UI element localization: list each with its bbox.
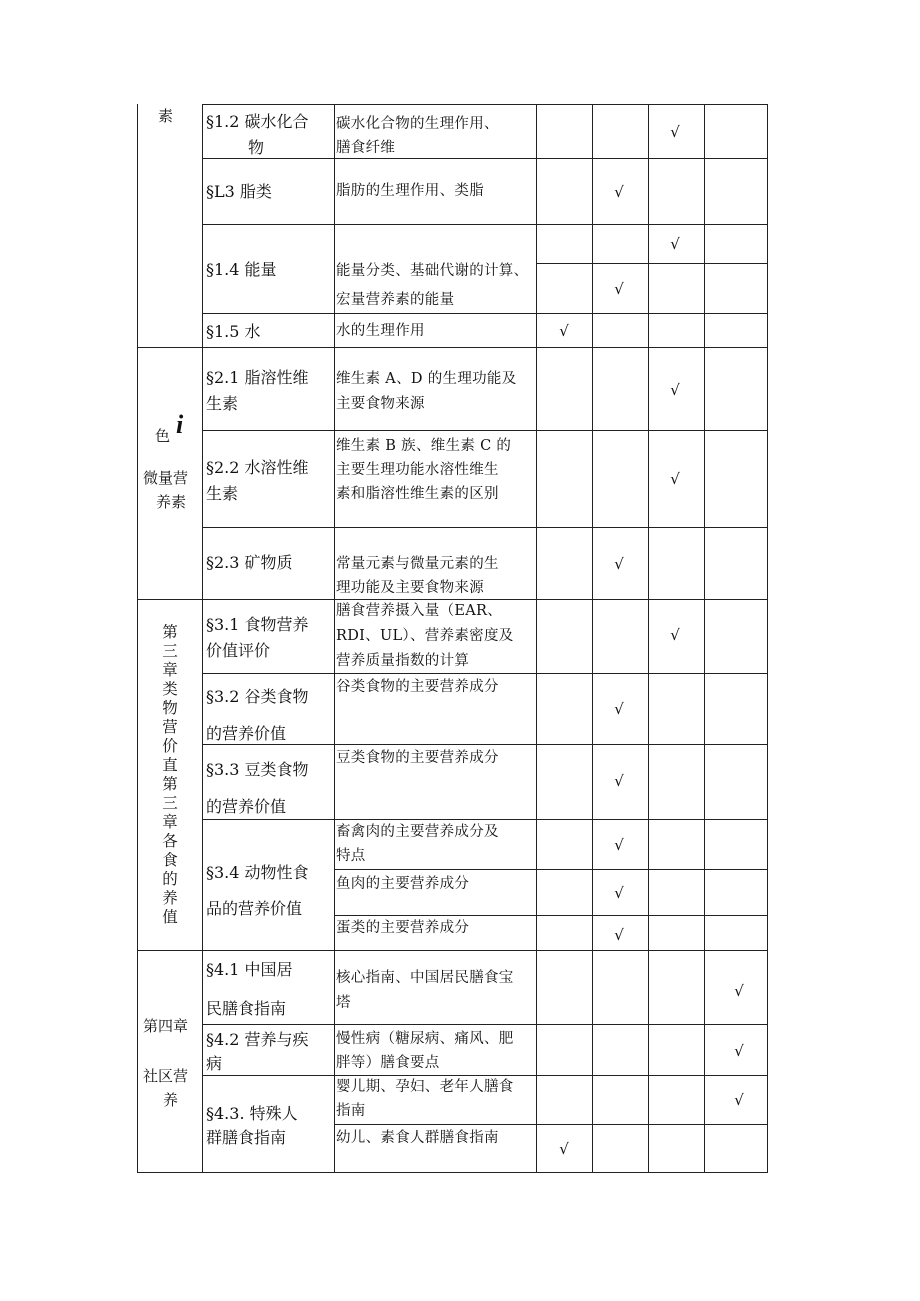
check-mark: √ (670, 235, 680, 253)
content-4-3a: 婴儿期、孕妇、老年人膳食 (336, 1079, 514, 1095)
table-border-left (137, 104, 138, 1173)
chapter-4-label: 第四章 (143, 1017, 189, 1035)
content-1-3: 脂肪的生理作用、类脂 (336, 183, 484, 199)
content-2-2: 素和脂溶性维生素的区别 (336, 486, 499, 502)
content-2-2: 维生素 B 族、维生素 C 的 (336, 438, 512, 454)
content-2-2: 主要生理功能水溶性维生 (336, 462, 499, 478)
row-divider (202, 224, 768, 225)
check-mark: √ (559, 322, 569, 340)
content-3-1: 膳食营养摄入量（EAR、 (336, 603, 503, 619)
check-mark: √ (614, 836, 624, 854)
check-mark: √ (670, 381, 680, 399)
chapter-2-mark: i (176, 410, 184, 439)
chapter-2-label-prefix: 色 (155, 427, 171, 445)
table-border-bottom (137, 1172, 768, 1173)
check-mark: √ (559, 1140, 569, 1158)
section-3-4: §3.4 动物性食 (206, 863, 309, 882)
row-divider (202, 158, 768, 159)
content-1-4: 宏量营养素的能量 (336, 292, 455, 308)
section-4-1: 民膳食指南 (206, 999, 287, 1018)
content-2-3: 理功能及主要食物来源 (336, 580, 484, 596)
content-3-4c: 蛋类的主要营养成分 (336, 920, 470, 936)
row-divider (202, 313, 768, 314)
check-mark: √ (614, 280, 624, 298)
row-divider (536, 263, 768, 264)
section-4-2: 病 (206, 1054, 223, 1073)
column-divider-5 (648, 104, 649, 1173)
section-3-1: 价值评价 (206, 641, 271, 660)
chapter-2-label: 微量营 (143, 469, 189, 487)
chapter-1-label: 素 (158, 107, 174, 125)
check-mark: √ (670, 626, 680, 644)
column-divider-4 (592, 104, 593, 1173)
content-3-1: RDI、UL）、营养素密度及 (336, 628, 514, 644)
section-2-3: §2.3 矿物质 (206, 553, 293, 572)
check-mark: √ (614, 772, 624, 790)
chapter-4-label: 养 (163, 1091, 179, 1109)
chapter-divider (137, 347, 768, 348)
content-3-2: 谷类食物的主要营养成分 (336, 679, 499, 695)
section-3-2: 的营养价值 (206, 724, 287, 743)
content-4-3a: 指南 (336, 1103, 366, 1119)
section-4-3: 群膳食指南 (206, 1128, 287, 1147)
content-3-4a: 特点 (336, 848, 366, 864)
row-divider (202, 744, 768, 745)
content-3-4a: 畜禽肉的主要营养成分及 (336, 824, 499, 840)
check-mark: √ (614, 700, 624, 718)
section-1-2: §1.2 碳水化合 (206, 112, 309, 131)
content-3-1: 营养质量指数的计算 (336, 653, 470, 669)
content-4-2: 慢性病（糖尿病、痛风、肥 (336, 1031, 514, 1047)
chapter-4-label: 社区营 (143, 1067, 189, 1085)
content-2-1: 主要食物来源 (336, 396, 425, 412)
chapter-divider (137, 950, 768, 951)
content-1-2: 膳食纤维 (336, 140, 396, 156)
check-mark: √ (734, 1091, 744, 1109)
table-border-top (202, 104, 768, 105)
row-divider (202, 673, 768, 674)
check-mark: √ (614, 183, 624, 201)
row-divider (202, 1024, 768, 1025)
check-mark: √ (614, 884, 624, 902)
section-3-1: §3.1 食物营养 (206, 615, 309, 634)
content-4-1: 核心指南、中国居民膳食宝 (336, 970, 514, 986)
section-2-2: 生素 (206, 484, 239, 503)
content-1-2: 碳水化合物的生理作用、 (336, 116, 499, 132)
column-divider-3 (536, 104, 537, 1173)
column-divider-2 (334, 104, 335, 1173)
content-4-2: 胖等）膳食要点 (336, 1055, 440, 1071)
section-4-1: §4.1 中国居 (206, 960, 293, 979)
section-4-2: §4.2 营养与疾 (206, 1030, 309, 1049)
content-1-5: 水的生理作用 (336, 323, 425, 339)
section-3-3: §3.3 豆类食物 (206, 760, 309, 779)
chapter-3-vertical-label: 第三章类物营价直第三章各食的养值 (162, 623, 178, 926)
content-3-3: 豆类食物的主要营养成分 (336, 750, 499, 766)
section-1-2: 物 (248, 138, 265, 157)
section-1-4: §1.4 能量 (206, 260, 277, 279)
section-4-3: §4.3. 特殊人 (206, 1104, 298, 1123)
content-2-3: 常量元素与微量元素的生 (336, 556, 499, 572)
section-1-5: §1.5 水 (206, 322, 261, 341)
row-divider (334, 869, 768, 870)
content-1-4: 能量分类、基础代谢的计算、 (336, 263, 529, 279)
column-divider-6 (704, 104, 705, 1173)
check-mark: √ (670, 123, 680, 141)
check-mark: √ (614, 555, 624, 573)
check-mark: √ (734, 1042, 744, 1060)
chapter-2-label: 养素 (156, 493, 187, 511)
content-4-3b: 幼儿、素食人群膳食指南 (336, 1130, 499, 1146)
row-divider (202, 430, 768, 431)
section-3-3: 的营养价值 (206, 797, 287, 816)
section-1-3: §L3 脂类 (206, 182, 272, 201)
section-2-1: §2.1 脂溶性维 (206, 368, 309, 387)
column-divider-1 (202, 104, 203, 1173)
section-2-2: §2.2 水溶性维 (206, 458, 309, 477)
row-divider (202, 527, 768, 528)
content-2-1: 维生素 A、D 的生理功能及 (336, 371, 517, 387)
check-mark: √ (734, 982, 744, 1000)
content-3-4b: 鱼肉的主要营养成分 (336, 876, 470, 892)
check-mark: √ (614, 926, 624, 944)
row-divider (334, 1124, 768, 1125)
check-mark: √ (670, 470, 680, 488)
section-3-4: 品的营养价值 (206, 899, 303, 918)
section-3-2: §3.2 谷类食物 (206, 687, 309, 706)
table-border-right (767, 104, 768, 1173)
content-4-1: 塔 (336, 995, 351, 1011)
section-2-1: 生素 (206, 394, 239, 413)
